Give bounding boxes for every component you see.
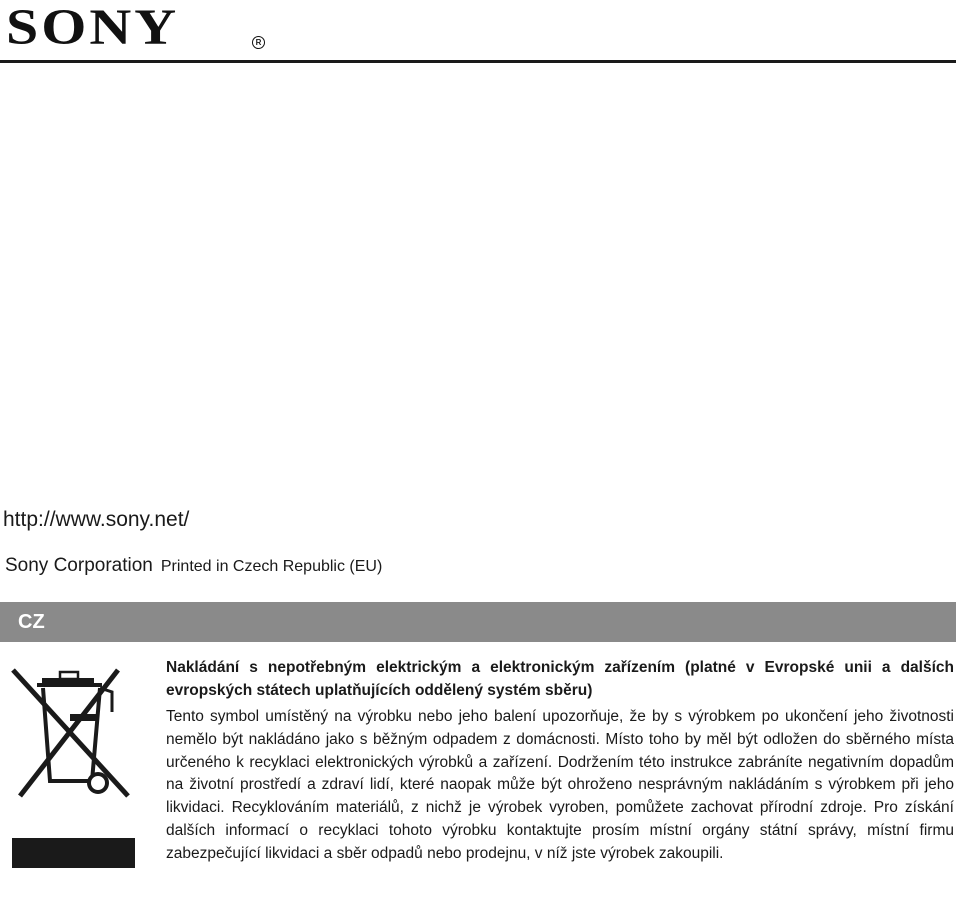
sony-logo: SONY	[6, 0, 180, 56]
company-name: Sony Corporation	[5, 555, 153, 576]
disposal-notice	[166, 657, 954, 866]
registered-mark-icon: R	[252, 36, 265, 49]
company-line	[5, 555, 382, 577]
printed-in: Printed in Czech Republic (EU)	[160, 558, 383, 575]
website-url: http://www.sony.net/	[3, 508, 190, 531]
notice-heading: Nakládání s nepotřebným elektrickým a elektronickým zařízením (platné v Evropské unii a dalších evropských státech uplatňujících oddělený systém sběru)	[166, 659, 954, 699]
country-code: CZ	[18, 611, 45, 633]
crossed-out-wheelie-bin-icon	[10, 664, 135, 870]
country-section-bar	[0, 602, 956, 642]
notice-body: Tento symbol umístěný na výrobku nebo jeho balení upozorňuje, že by s výrobkem po ukončení jeho životnosti nemělo být nakládáno jako s běžným odpadem z domácnosti. Místo toho by měl být odložen do sběrného místa určeného k recyklaci elektronických výrobků a zařízení. Dodržením této instrukce zabráníte negativním dopadům na životní prostředí a zdraví lidí, které naopak může být ohroženo nesprávným nakládáním s výrobkem při jeho likvidaci. Recyklováním materiálů, z nichž je výrobek vyroben, pomůžete zachovat přírodní zdroje. Pro získání dalších informací o recyklaci tohoto výrobku kontaktujte prosím místní orgány státní správy, místní firmu zabezpečující likvidaci a sběr odpadů nebo prodejnu, v níž jste výrobek zakoupili.	[166, 708, 954, 862]
header-rule	[0, 60, 956, 63]
